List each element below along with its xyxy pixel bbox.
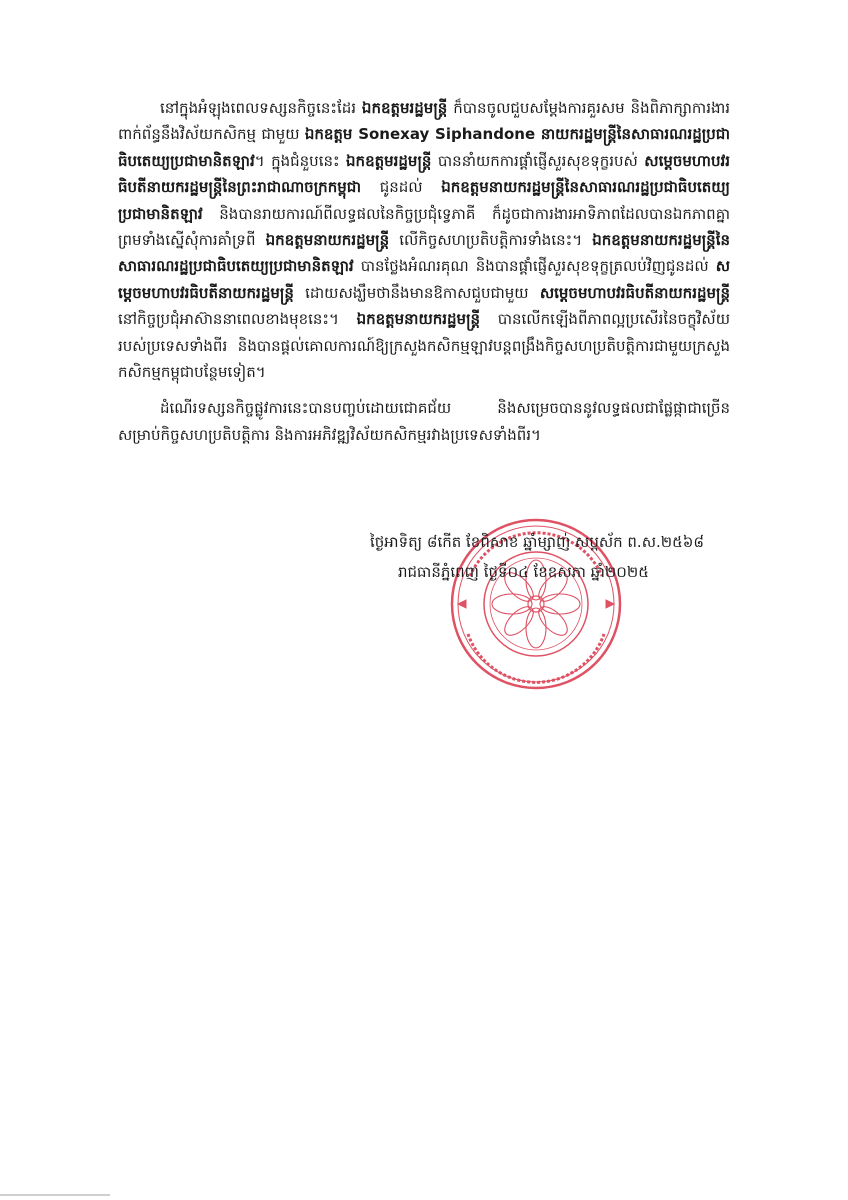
text-run: ជូនដល់ xyxy=(361,178,442,197)
text-run: នៅក្នុងអំឡុងពេលទស្សនកិច្ចនេះដែរ xyxy=(160,99,362,117)
text-run: ក៏បានចូលជួបសម្តែងការគួរសម និងពិភាក្សាការងារពាក់ព័ន្ធនឹងវិស័យកសិកម្ម ជាមួយ xyxy=(118,99,731,144)
text-run: លើកិច្ចសហប្រតិបត្តិការទាំងនេះ។ xyxy=(389,231,593,250)
document-body xyxy=(118,95,730,448)
text-run-bold: សម្តេចមហាបវរធិបតីនាយករដ្ឋមន្ត្រី xyxy=(539,283,730,302)
text-run: បានថ្លែងអំណរគុណ និងបានផ្តាំផ្ញើសួរសុខទុក្ខត្រលប់វិញជូនដល់ xyxy=(353,257,716,276)
text-run: ដោយសង្ឃឹមថានឹងមានឱកាសជួបជាមួយ xyxy=(293,283,540,302)
text-run: នៅកិច្ចប្រជុំអាស៊ាននាពេលខាងមុខនេះ។ xyxy=(118,310,357,329)
text-run: បាននាំយកការផ្តាំផ្ញើសួរសុខទុក្ខរបស់ xyxy=(431,151,645,170)
signature-block xyxy=(370,527,770,587)
text-run-bold: ឯកឧត្តមនាយករដ្ឋមន្ត្រី xyxy=(356,310,481,329)
text-run: និងបានរាយការណ៍ពីលទ្ធផលនៃកិច្ចប្រជុំទ្វេភាគី ក៏ដូចជាការងារអាទិភាពដែលបានឯកភាពគ្នា ព្រមទាំងស្នើសុំការគាំទ្រពី xyxy=(118,204,730,250)
text-run-bold: ឯកឧត្តមនាយករដ្ឋមន្ត្រី xyxy=(265,231,390,250)
scan-edge-line xyxy=(0,1194,110,1196)
text-run: ។ ក្នុងជំនួបនេះ xyxy=(254,151,347,170)
lunar-date: ថ្ងៃអាទិត្យ ៨កើត ខែពិសាខ ឆ្នាំម្សាញ់ សប្តស័ក ព.ស.២៥៦៨ xyxy=(370,533,704,551)
text-run-bold: សម្តេចមហាបវរធិបតីនាយករដ្ឋមន្ត្រី xyxy=(118,257,730,302)
text-run-bold: ឯកឧត្តមនាយករដ្ឋមន្ត្រីនៃសាធារណរដ្ឋប្រជាធិបតេយ្យប្រជាមានិតឡាវ xyxy=(118,231,730,276)
text-run-bold: ឯកឧត្តមរដ្ឋមន្ត្រី xyxy=(346,151,432,170)
paragraph-meeting xyxy=(118,95,730,385)
place-and-date: រាជធានីភ្នំពេញ ថ្ងៃទី០៤ ខែឧសភា ឆ្នាំ២០២៥ xyxy=(398,563,649,581)
text-run: បានលើកឡើងពីភាពល្អប្រសើរនៃចក្ខុវិស័យរបស់ប្រទេសទាំងពីរ និងបានផ្តល់គោលការណ៍ឱ្យក្រសួងកសិកម្មឡាវបន្តពង្រឹងកិច្ចសហប្រតិបត្តិការជាមួយក្រសួងកសិកម្មកម្ពុជាបន្ថែមទៀត។ xyxy=(118,310,730,382)
text-run-bold: ឯកឧត្តម Sonexay Siphandone នាយករដ្ឋមន្ត្រីនៃសាធារណរដ្ឋប្រជាធិបតេយ្យប្រជាមានិតឡាវ xyxy=(118,125,731,170)
paragraph-conclusion: ដំណើរទស្សនកិច្ចផ្លូវការនេះបានបញ្ចប់ដោយជោគជ័យ និងសម្រេចបាននូវលទ្ធផលជាផ្លែផ្កាជាច្រើនសម្រាប់កិច្ចសហប្រតិបត្តិការ និងការអភិវឌ្ឍវិស័យកសិកម្មរវាងប្រទេសទាំងពីរ។ xyxy=(118,399,730,444)
text-run-bold: សម្តេចមហាបវរធិបតីនាយករដ្ឋមន្ត្រីនៃព្រះរាជាណាចក្រកម្ពុជា xyxy=(118,151,730,197)
text-run-bold: ឯកឧត្តមនាយករដ្ឋមន្ត្រីនៃសាធារណរដ្ឋប្រជាធិបតេយ្យប្រជាមានិតឡាវ xyxy=(118,178,730,223)
text-run-bold: ឯកឧត្តមរដ្ឋមន្ត្រី xyxy=(361,99,448,117)
